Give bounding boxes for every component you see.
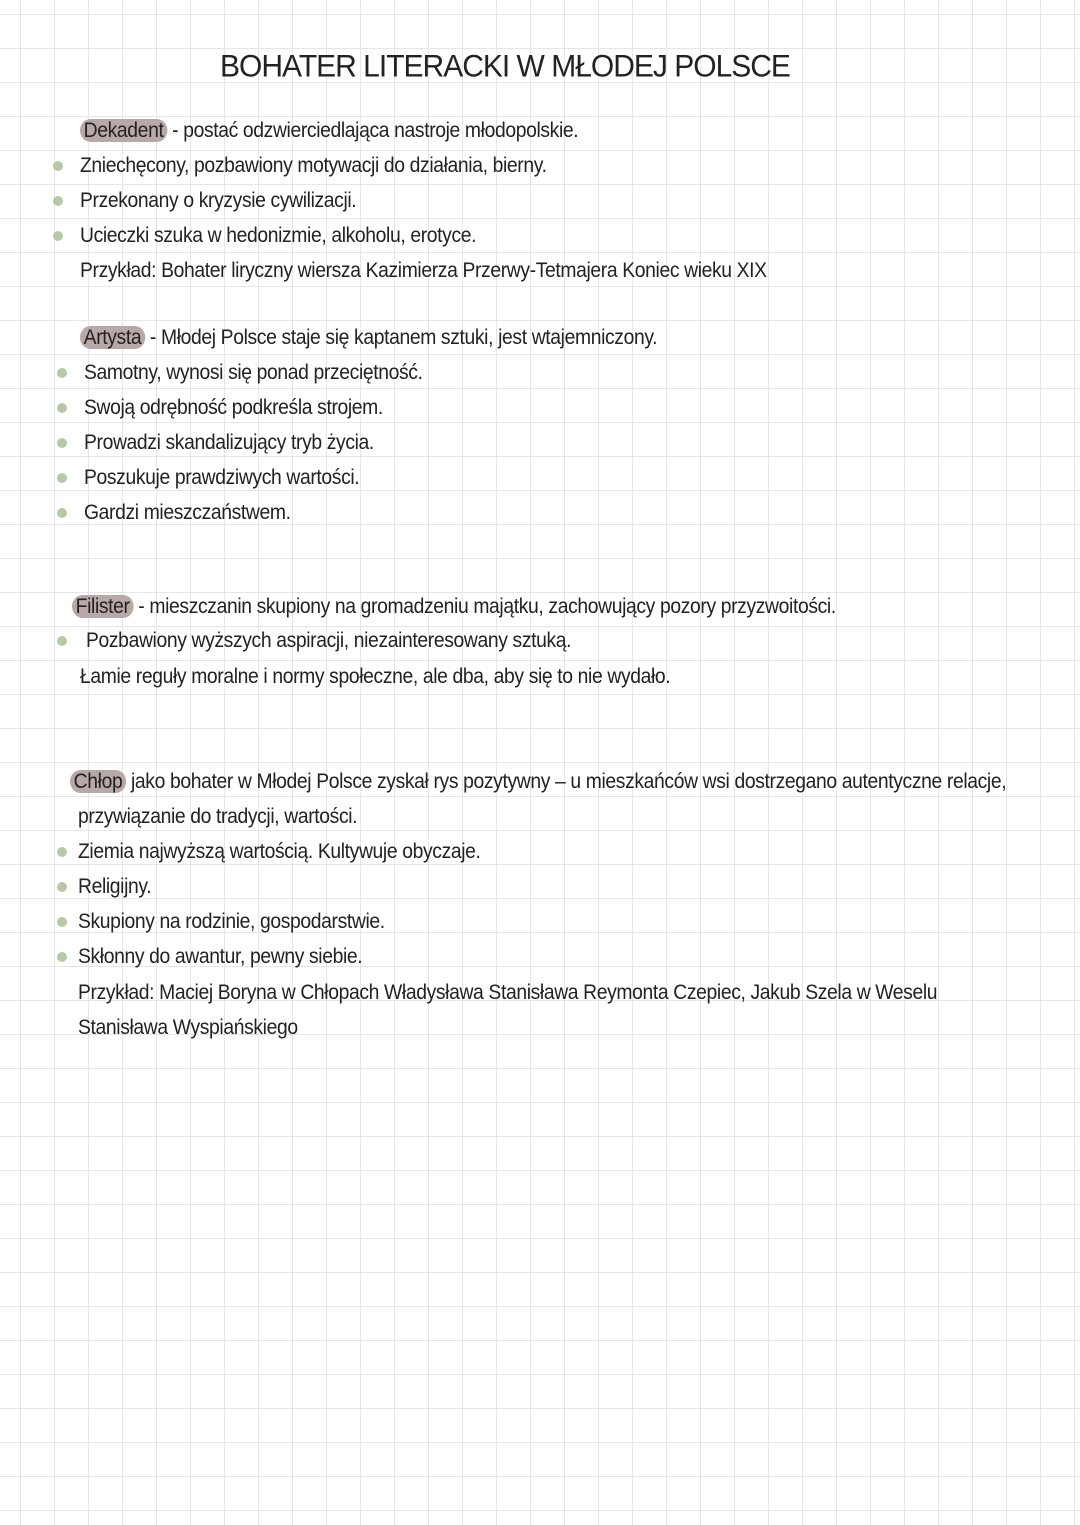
chlop-bullet-1: Ziemia najwyższą wartością. Kultywuje obyczaje.: [78, 840, 481, 863]
chlop-definition-cont: przywiązanie do tradycji, wartości.: [78, 805, 358, 828]
artysta-bullet-4: Poszukuje prawdziwych wartości.: [84, 466, 360, 489]
artysta-bullet-2: Swoją odrębność podkreśla strojem.: [84, 396, 383, 419]
filister-definition-text: - mieszczanin skupiony na gromadzeniu majątku, zachowujący pozory przyzwoitości.: [133, 595, 836, 618]
chlop-term: Chłop: [70, 770, 126, 793]
bullet-dot: [57, 368, 67, 378]
filister-definition: [72, 592, 836, 622]
bullet-dot: [53, 196, 63, 206]
page-title: BOHATER LITERACKI W MŁODEJ POLSCE: [220, 49, 790, 84]
bullet-dot: [57, 403, 67, 413]
bullet-dot: [53, 161, 63, 171]
dekadent-example: Przykład: Bohater liryczny wiersza Kazimierza Przerwy-Tetmajera Koniec wieku XIX: [80, 259, 767, 282]
dekadent-definition-text: - postać odzwierciedlająca nastroje młodopolskie.: [167, 119, 579, 142]
chlop-example-cont: Stanisława Wyspiańskiego: [78, 1016, 298, 1039]
dekadent-bullet-2: Przekonany o kryzysie cywilizacji.: [80, 189, 357, 212]
artysta-bullet-1: Samotny, wynosi się ponad przeciętność.: [84, 361, 423, 384]
chlop-definition-text: jako bohater w Młodej Polsce zyskał rys pozytywny – u mieszkańców wsi dostrzegano autentyczne relacje,: [126, 770, 1007, 793]
bullet-dot: [53, 231, 63, 241]
chlop-bullet-2: Religijny.: [78, 875, 152, 898]
artysta-definition: [80, 323, 657, 353]
artysta-bullet-5: Gardzi mieszczaństwem.: [84, 501, 291, 524]
chlop-bullet-4: Skłonny do awantur, pewny siebie.: [78, 945, 363, 968]
dekadent-bullet-3: Ucieczki szuka w hedonizmie, alkoholu, erotyce.: [80, 224, 477, 247]
bullet-dot: [57, 508, 67, 518]
artysta-definition-text: - Młodej Polsce staje się kaptanem sztuki, jest wtajemniczony.: [144, 326, 658, 349]
dekadent-term: Dekadent: [80, 119, 167, 142]
bullet-dot: [57, 438, 67, 448]
chlop-example: Przykład: Maciej Boryna w Chłopach Władysława Stanisława Reymonta Czepiec, Jakub Szela w Weselu: [78, 981, 938, 1004]
dekadent-bullet-1: Zniechęcony, pozbawiony motywacji do działania, bierny.: [80, 154, 547, 177]
bullet-dot: [57, 882, 67, 892]
dekadent-definition: [80, 116, 578, 146]
chlop-definition: [70, 767, 1006, 797]
filister-extra: Łamie reguły moralne i normy społeczne, ale dba, aby się to nie wydało.: [80, 665, 671, 688]
bullet-dot: [57, 917, 67, 927]
bullet-dot: [57, 847, 67, 857]
artysta-term: Artysta: [80, 326, 145, 349]
filister-term: Filister: [72, 595, 133, 618]
bullet-dot: [57, 636, 67, 646]
bullet-dot: [57, 952, 67, 962]
bullet-dot: [57, 473, 67, 483]
filister-bullet-1: Pozbawiony wyższych aspiracji, niezainteresowany sztuką.: [86, 629, 572, 652]
chlop-bullet-3: Skupiony na rodzinie, gospodarstwie.: [78, 910, 385, 933]
artysta-bullet-3: Prowadzi skandalizujący tryb życia.: [84, 431, 374, 454]
